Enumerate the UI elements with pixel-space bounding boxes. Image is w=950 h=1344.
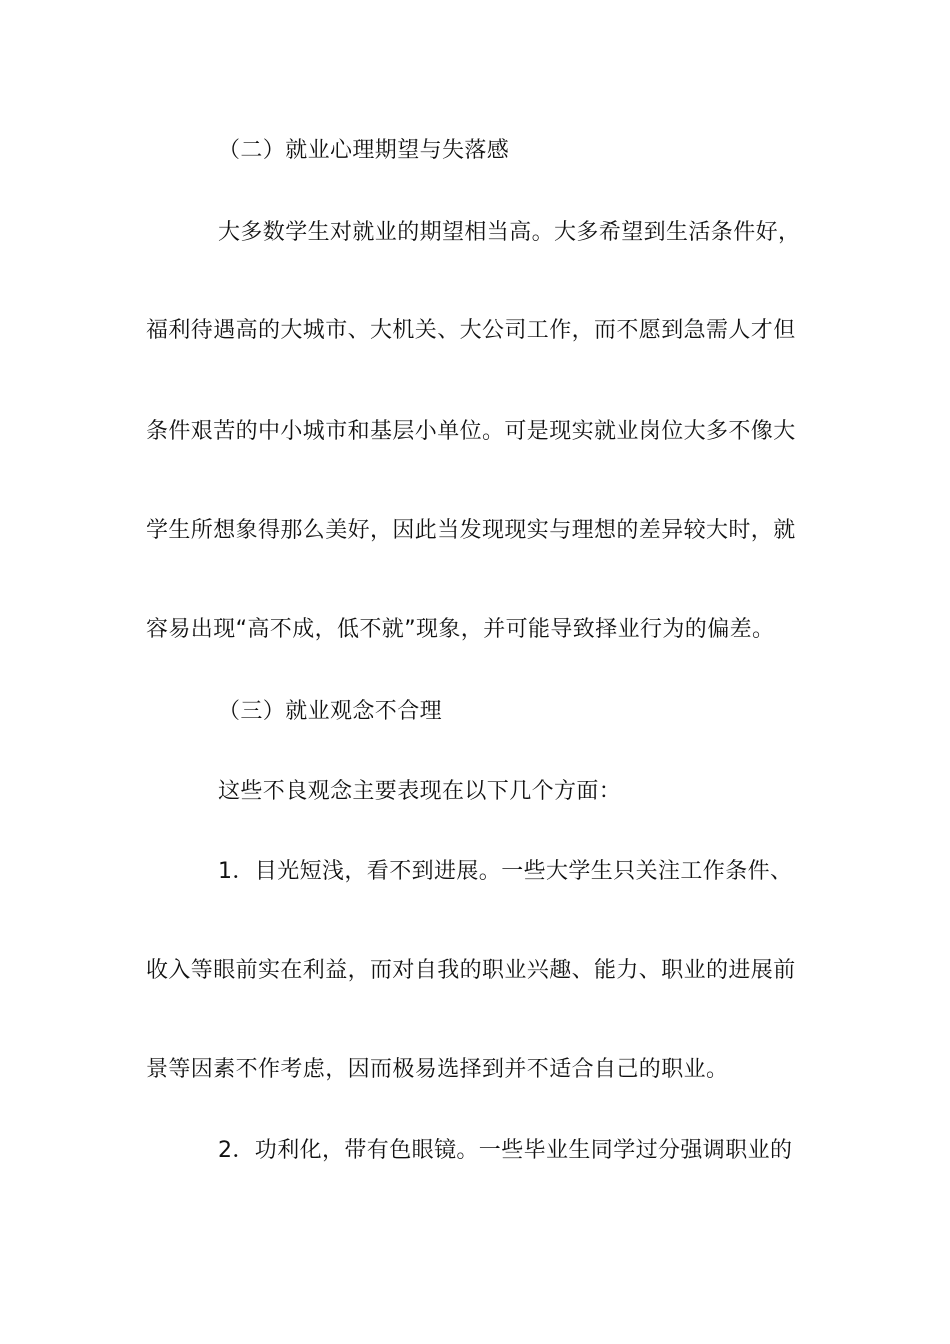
paragraph-line: 这些不良观念主要表现在以下几个方面： (218, 779, 622, 804)
paragraph-line: 容易出现“高不成，低不就”现象，并可能导致择业行为的偏差。 (146, 617, 775, 642)
list-item-line: 1．目光短浅，看不到进展。一些大学生只关注工作条件、 (218, 859, 793, 884)
paragraph-line: 福利待遇高的大城市、大机关、大公司工作，而不愿到急需人才但 (146, 318, 796, 343)
paragraph-line: 条件艰苦的中小城市和基层小单位。可是现实就业岗位大多不像大 (146, 419, 796, 444)
list-item-line: 2．功利化，带有色眼镜。一些毕业生同学过分强调职业的 (218, 1138, 793, 1163)
paragraph-line: 大多数学生对就业的期望相当高。大多希望到生活条件好， (218, 220, 801, 245)
section-heading-3: （三）就业观念不合理 (218, 699, 443, 724)
section-heading-2: （二）就业心理期望与失落感 (218, 138, 510, 163)
paragraph-line: 收入等眼前实在利益，而对自我的职业兴趣、能力、职业的进展前 (146, 958, 796, 983)
paragraph-line: 学生所想象得那么美好，因此当发现现实与理想的差异较大时，就 (146, 518, 796, 543)
paragraph-line: 景等因素不作考虑，因而极易选择到并不适合自己的职业。 (146, 1057, 729, 1082)
